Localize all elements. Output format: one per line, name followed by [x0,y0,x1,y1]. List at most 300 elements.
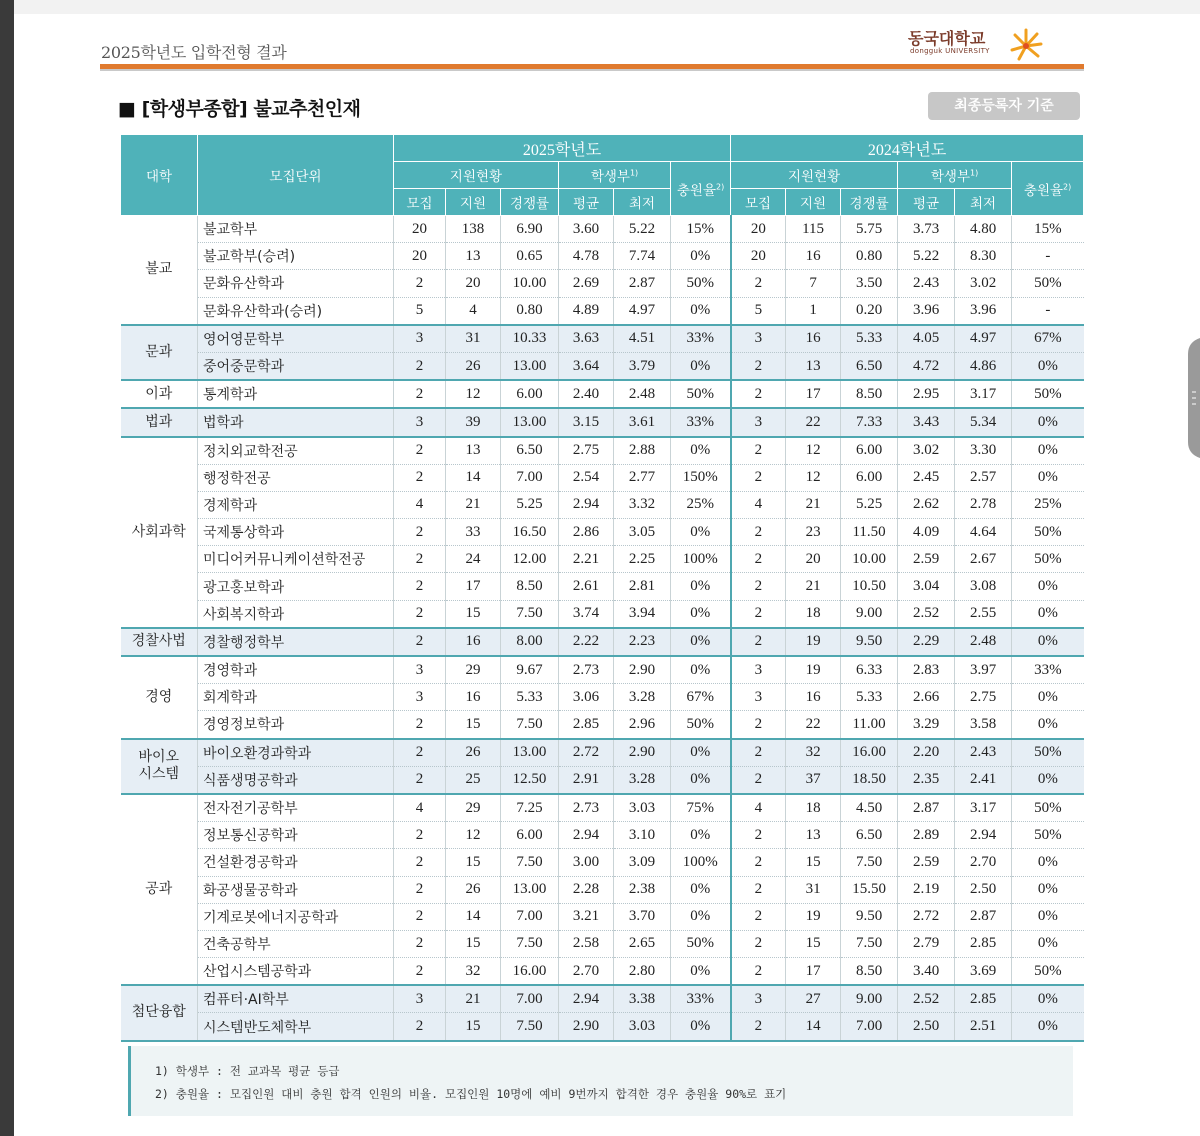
table-row [121,352,1084,380]
table-row [121,491,1084,518]
value-cell: 0% [1012,464,1084,491]
value-cell: 4.09 [898,519,955,546]
value-cell: 9.67 [501,656,559,684]
value-cell: 7.50 [501,711,559,739]
college-cell: 이과 [121,380,198,408]
value-cell: 0% [1012,985,1084,1013]
unit-cell: 광고홍보학과 [198,573,394,600]
scroll-handle[interactable] [1186,338,1200,458]
college-cell: 첨단융합 [121,985,198,1040]
value-cell: 2 [731,600,786,628]
unit-cell: 행정학전공 [198,464,394,491]
value-cell: 2.91 [559,766,614,794]
value-cell: 13 [786,352,841,380]
value-cell: 0% [671,352,731,380]
value-cell: 7 [786,270,841,297]
header-fill-rate-sup: 2) [715,182,725,191]
value-cell: 3.40 [898,958,955,986]
value-cell: 2 [394,352,446,380]
value-cell: 50% [1012,958,1084,986]
value-cell: 3.63 [559,325,614,353]
admission-results-table [120,134,1084,1042]
value-cell: 3.64 [559,352,614,380]
table-row [121,958,1084,986]
table-row [121,546,1084,573]
value-cell: 67% [671,684,731,711]
value-cell: 5.33 [841,325,898,353]
college-cell: 경찰사법 [121,628,198,656]
header-record-sup: 1) [970,168,979,178]
value-cell: 15 [446,930,501,957]
value-cell: 32 [446,958,501,986]
value-cell: 4.89 [559,297,614,325]
value-cell: 2.50 [898,1013,955,1041]
value-cell: 2.51 [955,1013,1012,1041]
value-cell: 2 [394,437,446,465]
value-cell: 138 [446,216,501,243]
value-cell: 15 [446,711,501,739]
value-cell: 4 [394,794,446,822]
value-cell: 2 [394,766,446,794]
value-cell: 2.69 [559,270,614,297]
unit-cell: 통계학과 [198,380,394,408]
value-cell: 6.50 [841,352,898,380]
value-cell: 2 [731,766,786,794]
viewer-top-bar [0,0,1200,14]
value-cell: 2 [731,464,786,491]
value-cell: 2 [394,930,446,957]
value-cell: 2.59 [898,546,955,573]
value-cell: 0% [671,628,731,656]
value-cell: 2.50 [955,876,1012,903]
value-cell: 25 [446,766,501,794]
value-cell: 50% [671,930,731,957]
header-avg: 평균 [898,189,955,216]
unit-cell: 경영정보학과 [198,711,394,739]
value-cell: 4.51 [614,325,671,353]
value-cell: 10.50 [841,573,898,600]
value-cell: 0% [671,297,731,325]
value-cell: 0% [671,739,731,767]
value-cell: 0% [671,573,731,600]
value-cell: 16.50 [501,519,559,546]
table-row [121,930,1084,957]
value-cell: 23 [786,519,841,546]
value-cell: 2.75 [559,437,614,465]
college-cell: 경영 [121,656,198,739]
value-cell: 12 [786,437,841,465]
value-cell: 7.00 [501,985,559,1013]
table-row [121,739,1084,767]
value-cell: 18 [786,794,841,822]
table-row [121,985,1084,1013]
value-cell: 7.50 [501,600,559,628]
value-cell: 100% [671,849,731,876]
unit-cell: 건설환경공학과 [198,849,394,876]
value-cell: 15 [786,849,841,876]
value-cell: 21 [446,985,501,1013]
value-cell: 7.74 [614,243,671,270]
value-cell: 3.17 [955,380,1012,408]
college-cell: 문과 [121,325,198,380]
value-cell: 2 [731,711,786,739]
value-cell: 50% [671,270,731,297]
value-cell: 3.73 [898,216,955,243]
value-cell: 2.94 [559,491,614,518]
table-row [121,519,1084,546]
table-row [121,766,1084,794]
value-cell: 3.04 [898,573,955,600]
unit-cell: 중어중문학과 [198,352,394,380]
value-cell: 7.00 [501,903,559,930]
value-cell: 2.78 [955,491,1012,518]
unit-cell: 건축공학부 [198,930,394,957]
value-cell: 2.38 [614,876,671,903]
unit-cell: 미디어커뮤니케이션학전공 [198,546,394,573]
value-cell: 50% [671,711,731,739]
unit-cell: 불교학부 [198,216,394,243]
footnotes-box [128,1046,1073,1116]
value-cell: 3 [394,656,446,684]
header-quota: 모집 [731,189,786,216]
unit-cell: 화공생물공학과 [198,876,394,903]
value-cell: 25% [671,491,731,518]
value-cell: 3.43 [898,408,955,436]
table-row [121,243,1084,270]
value-cell: 2.58 [559,930,614,957]
header-fill-rate-2025 [671,162,731,216]
value-cell: 0% [1012,930,1084,957]
value-cell: 0.80 [501,297,559,325]
header-applied: 지원 [786,189,841,216]
value-cell: 3.38 [614,985,671,1013]
value-cell: 2.94 [559,985,614,1013]
value-cell: 4.86 [955,352,1012,380]
value-cell: - [1012,297,1084,325]
unit-cell: 정치외교학전공 [198,437,394,465]
value-cell: 2.94 [955,822,1012,849]
table-row [121,380,1084,408]
value-cell: 15 [446,600,501,628]
value-cell: 3.30 [955,437,1012,465]
value-cell: 2.87 [614,270,671,297]
value-cell: 0% [1012,766,1084,794]
value-cell: 2.35 [898,766,955,794]
value-cell: 100% [671,546,731,573]
header-fill-rate-label: 충원율 [676,182,716,199]
unit-cell: 경영학과 [198,656,394,684]
value-cell: 11.00 [841,711,898,739]
header-college: 대학 [121,135,198,216]
value-cell: 2.45 [898,464,955,491]
university-logo [908,24,1048,64]
value-cell: 0% [671,766,731,794]
unit-cell: 불교학부(승려) [198,243,394,270]
value-cell: 75% [671,794,731,822]
value-cell: 3.58 [955,711,1012,739]
value-cell: 5.25 [501,491,559,518]
value-cell: 3.08 [955,573,1012,600]
value-cell: 2 [731,958,786,986]
value-cell: 2.48 [614,380,671,408]
value-cell: 2.70 [559,958,614,986]
value-cell: 17 [446,573,501,600]
value-cell: 2.96 [614,711,671,739]
value-cell: 20 [731,216,786,243]
value-cell: 19 [786,656,841,684]
value-cell: 3.74 [559,600,614,628]
value-cell: 3.21 [559,903,614,930]
value-cell: 4 [394,491,446,518]
value-cell: 5 [394,297,446,325]
value-cell: 3.70 [614,903,671,930]
value-cell: 18 [786,600,841,628]
value-cell: 32 [786,739,841,767]
value-cell: 6.50 [841,822,898,849]
value-cell: 3.10 [614,822,671,849]
value-cell: 5.33 [841,684,898,711]
value-cell: 2 [731,903,786,930]
value-cell: 2.59 [898,849,955,876]
value-cell: 26 [446,876,501,903]
value-cell: 3.05 [614,519,671,546]
value-cell: 4.80 [955,216,1012,243]
unit-cell: 경찰행정학부 [198,628,394,656]
value-cell: 2.61 [559,573,614,600]
table-row [121,297,1084,325]
value-cell: 15 [446,849,501,876]
value-cell: 2.66 [898,684,955,711]
header-avg: 평균 [559,189,614,216]
value-cell: 2.87 [955,903,1012,930]
value-cell: 2 [731,628,786,656]
header-lowest: 최저 [955,189,1012,216]
value-cell: 67% [1012,325,1084,353]
value-cell: 2 [731,876,786,903]
header-ratio: 경쟁률 [841,189,898,216]
value-cell: 2 [731,930,786,957]
value-cell: 4.05 [898,325,955,353]
header-year-2024: 2024학년도 [731,135,1084,162]
viewer-left-edge [0,0,14,1136]
value-cell: 2.21 [559,546,614,573]
header-unit: 모집단위 [198,135,394,216]
table-row [121,408,1084,436]
value-cell: 2 [731,352,786,380]
value-cell: 2 [731,546,786,573]
college-cell: 법과 [121,408,198,436]
table-row [121,822,1084,849]
value-cell: 6.00 [841,437,898,465]
value-cell: 2 [731,1013,786,1041]
value-cell: 2.79 [898,930,955,957]
value-cell: 2 [394,849,446,876]
value-cell: 2.28 [559,876,614,903]
table-row [121,216,1084,243]
value-cell: 7.00 [841,1013,898,1041]
value-cell: 20 [394,243,446,270]
value-cell: 0% [1012,352,1084,380]
value-cell: 2 [394,573,446,600]
value-cell: 2.85 [559,711,614,739]
value-cell: 17 [786,958,841,986]
unit-cell: 산업시스템공학과 [198,958,394,986]
value-cell: 13.00 [501,739,559,767]
table-row [121,270,1084,297]
value-cell: 5.22 [614,216,671,243]
value-cell: 3.79 [614,352,671,380]
value-cell: 2 [394,1013,446,1041]
unit-cell: 문화유산학과 [198,270,394,297]
value-cell: 0.80 [841,243,898,270]
value-cell: 3.60 [559,216,614,243]
value-cell: 3.32 [614,491,671,518]
value-cell: 5.25 [841,491,898,518]
value-cell: 2 [394,903,446,930]
value-cell: 0% [1012,600,1084,628]
value-cell: 9.00 [841,985,898,1013]
value-cell: 50% [1012,794,1084,822]
header-applied: 지원 [446,189,501,216]
value-cell: 4.97 [955,325,1012,353]
value-cell: 12 [446,822,501,849]
value-cell: 0.65 [501,243,559,270]
value-cell: 2.89 [898,822,955,849]
value-cell: 16.00 [501,958,559,986]
header-fill-rate-sup: 2) [1063,182,1072,191]
value-cell: 13.00 [501,408,559,436]
value-cell: 5.75 [841,216,898,243]
value-cell: 50% [1012,519,1084,546]
value-cell: 2.25 [614,546,671,573]
value-cell: 0% [1012,573,1084,600]
value-cell: 0% [671,1013,731,1041]
unit-cell: 식품생명공학과 [198,766,394,794]
table-row [121,628,1084,656]
section-title: ■ [학생부종합] 불교추천인재 [118,98,361,120]
value-cell: 18.50 [841,766,898,794]
table-row [121,684,1084,711]
value-cell: 16 [786,325,841,353]
value-cell: 21 [446,491,501,518]
value-cell: 7.50 [501,849,559,876]
value-cell: 15% [671,216,731,243]
value-cell: 0% [671,519,731,546]
table-row [121,794,1084,822]
college-cell: 사회과학 [121,437,198,628]
value-cell: 19 [786,628,841,656]
value-cell: 16 [446,628,501,656]
value-cell: 2.23 [614,628,671,656]
table-row [121,876,1084,903]
value-cell: 16 [786,243,841,270]
value-cell: 2.41 [955,766,1012,794]
value-cell: 15.50 [841,876,898,903]
table-row [121,573,1084,600]
value-cell: 3.29 [898,711,955,739]
value-cell: 6.00 [501,380,559,408]
value-cell: 2 [731,573,786,600]
unit-cell: 문화유산학과(승려) [198,297,394,325]
college-cell: 바이오 시스템 [121,739,198,794]
value-cell: 3.02 [898,437,955,465]
value-cell: 15% [1012,216,1084,243]
value-cell: 13 [786,822,841,849]
value-cell: 15 [446,1013,501,1041]
value-cell: 4.50 [841,794,898,822]
value-cell: 6.50 [501,437,559,465]
value-cell: 0% [1012,849,1084,876]
value-cell: 26 [446,352,501,380]
value-cell: 15 [786,930,841,957]
value-cell: 2.81 [614,573,671,600]
value-cell: 7.33 [841,408,898,436]
value-cell: 3.28 [614,766,671,794]
value-cell: 2 [731,380,786,408]
value-cell: 3 [731,656,786,684]
value-cell: 0% [1012,408,1084,436]
unit-cell: 시스템반도체학부 [198,1013,394,1041]
table-row [121,903,1084,930]
value-cell: 7.50 [501,930,559,957]
value-cell: 0% [671,600,731,628]
value-cell: 16 [446,684,501,711]
value-cell: 33% [671,985,731,1013]
value-cell: 2.40 [559,380,614,408]
value-cell: 8.50 [841,380,898,408]
value-cell: 3.09 [614,849,671,876]
value-cell: 4.64 [955,519,1012,546]
header-record-2024 [898,162,1012,189]
value-cell: 13 [446,243,501,270]
value-cell: 0% [671,958,731,986]
value-cell: 3.61 [614,408,671,436]
value-cell: 0% [1012,628,1084,656]
value-cell: 8.50 [501,573,559,600]
value-cell: 2.67 [955,546,1012,573]
value-cell: 19 [786,903,841,930]
value-cell: 3 [394,325,446,353]
value-cell: 0% [671,656,731,684]
value-cell: 0% [1012,437,1084,465]
value-cell: 14 [786,1013,841,1041]
table-body [121,216,1084,1041]
value-cell: 6.90 [501,216,559,243]
value-cell: 7.25 [501,794,559,822]
value-cell: 3.03 [614,794,671,822]
value-cell: 3.96 [955,297,1012,325]
value-cell: 3.50 [841,270,898,297]
value-cell: 2 [731,437,786,465]
value-cell: 33% [671,325,731,353]
value-cell: 33% [1012,656,1084,684]
value-cell: 4.97 [614,297,671,325]
table-row [121,849,1084,876]
value-cell: 0% [671,437,731,465]
header-gray-rule [100,69,1084,71]
header-record-label: 학생부 [590,169,630,185]
value-cell: 3 [731,325,786,353]
value-cell: 2 [394,876,446,903]
college-cell: 불교 [121,216,198,325]
footnote-1: 1) 학생부 : 전 교과목 평균 등급 [155,1064,340,1078]
value-cell: 2.43 [955,739,1012,767]
logo-star-icon [1006,24,1046,64]
value-cell: 3.15 [559,408,614,436]
value-cell: 2.85 [955,930,1012,957]
value-cell: 29 [446,794,501,822]
value-cell: 37 [786,766,841,794]
